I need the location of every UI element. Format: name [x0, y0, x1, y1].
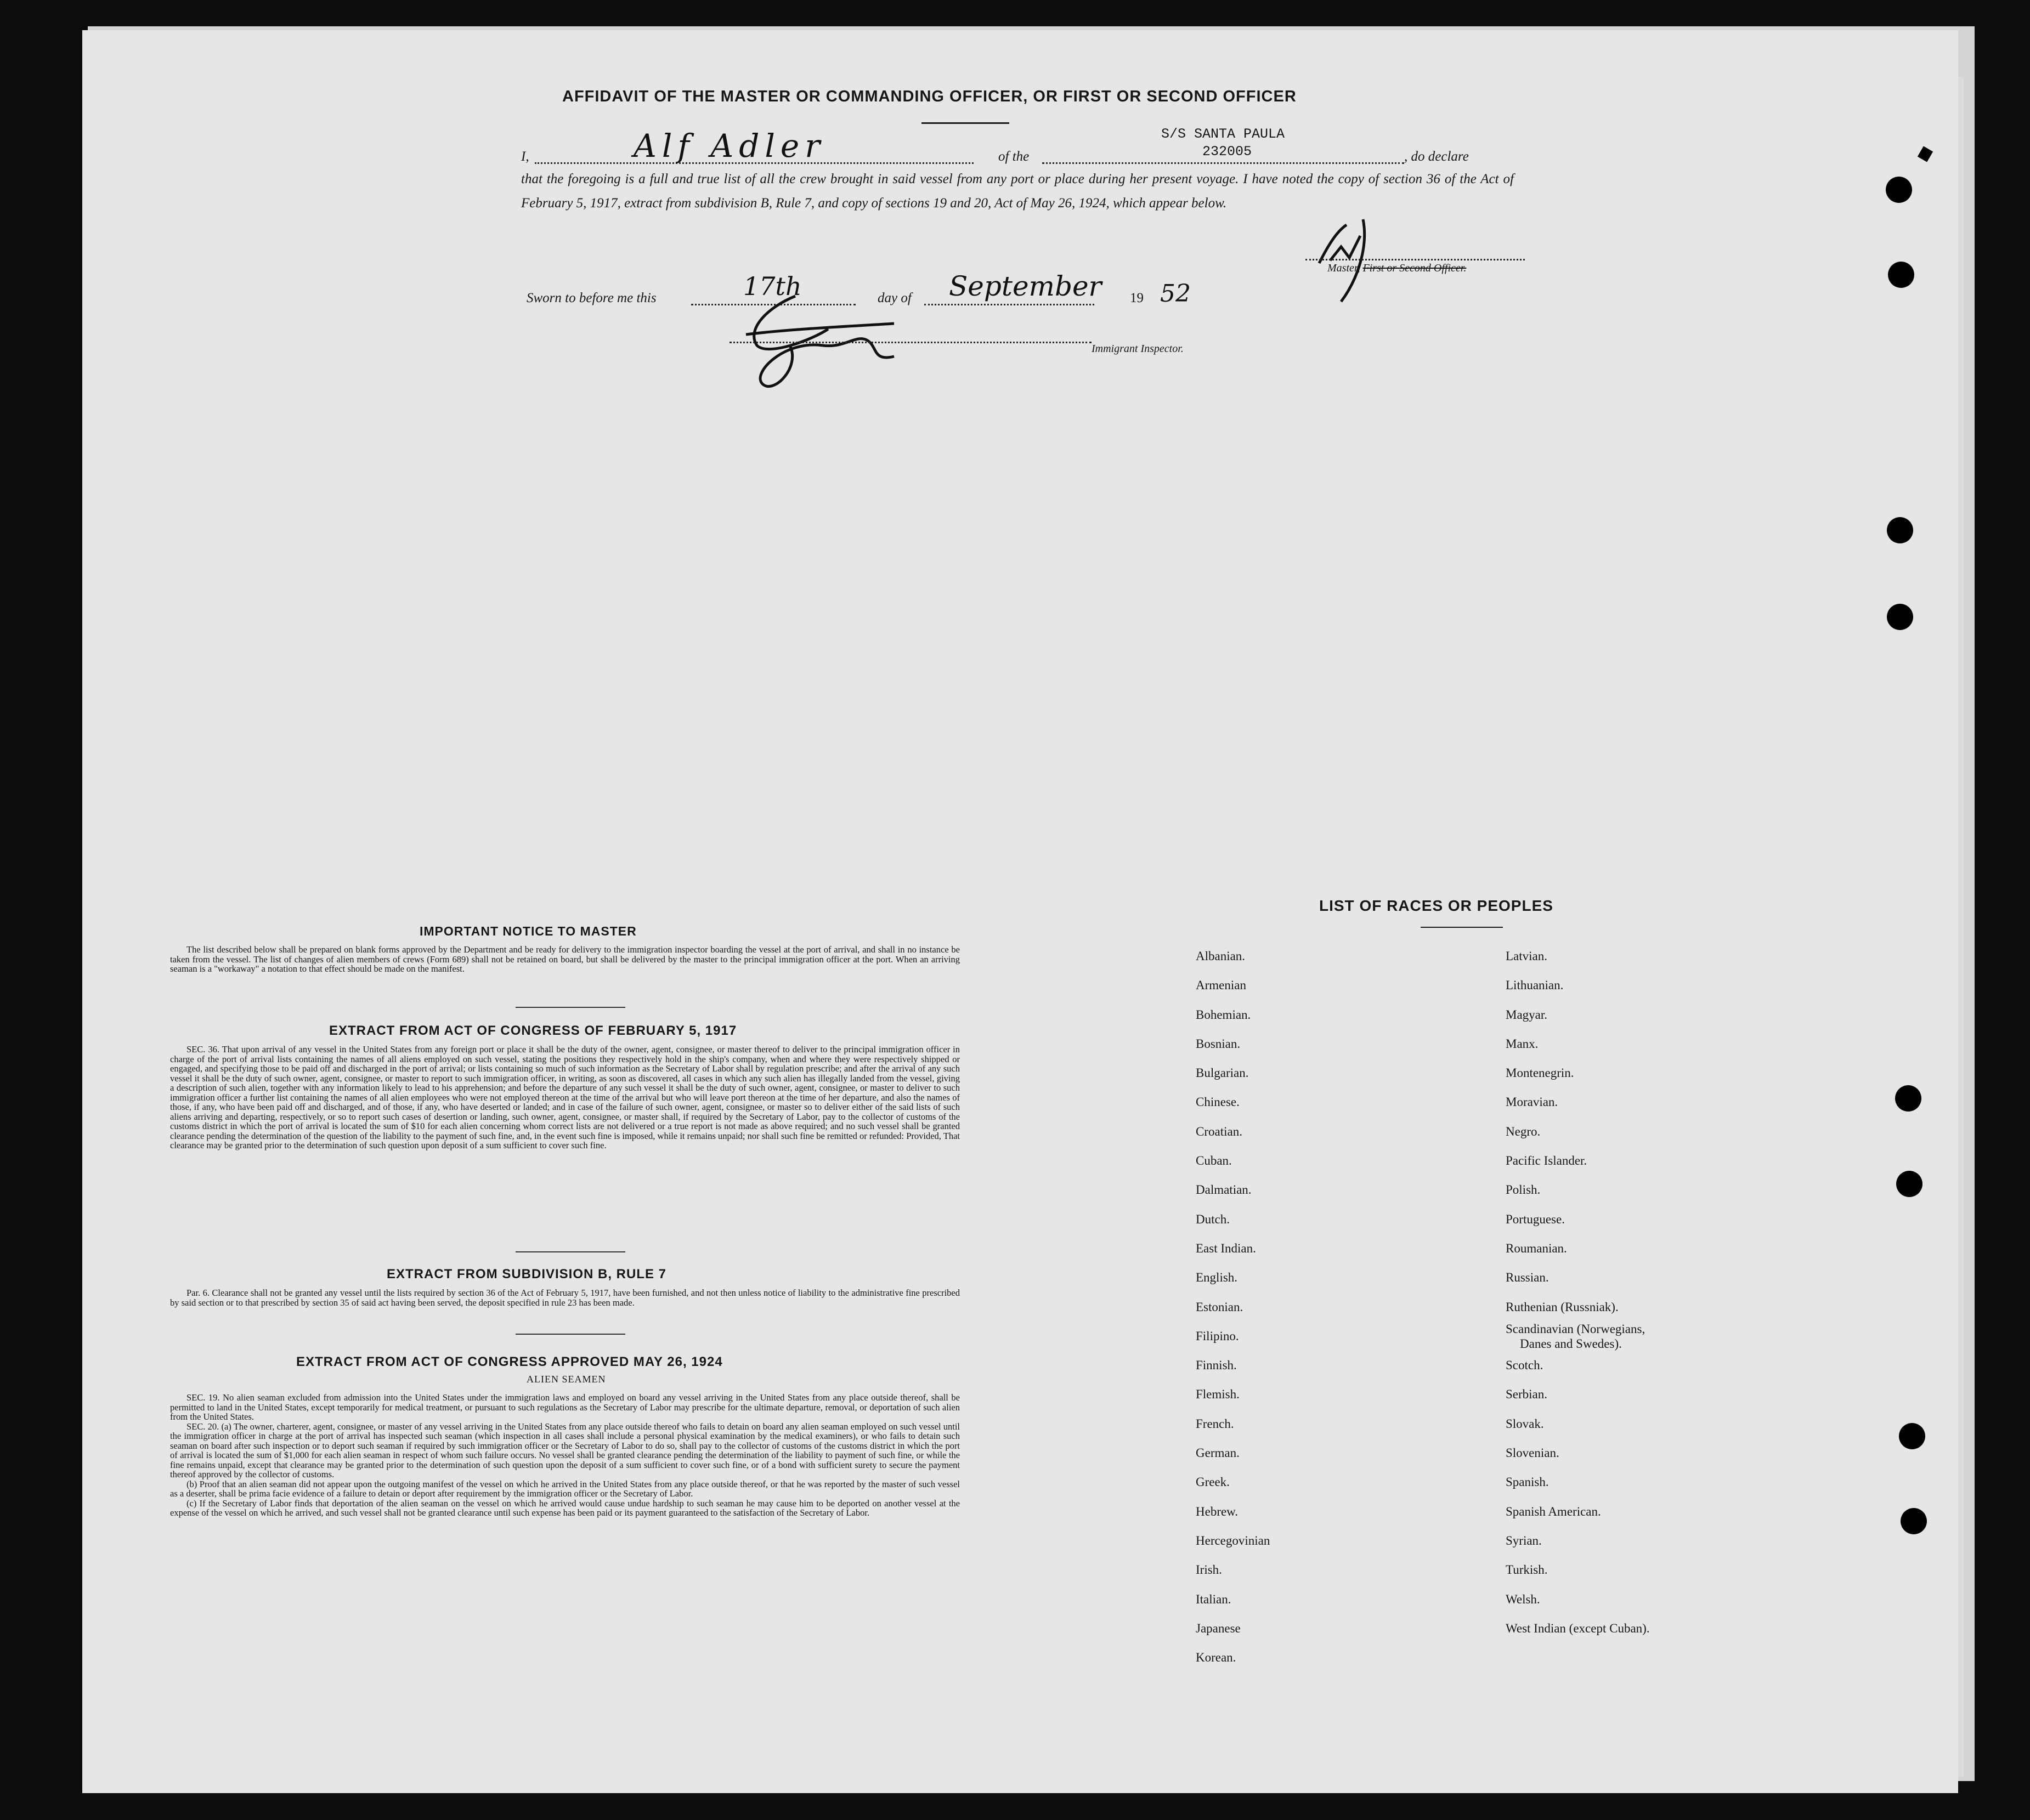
- master-signature-scribble: [1308, 214, 1390, 307]
- section-divider: [516, 1251, 625, 1252]
- sworn-month-dots: [924, 304, 1094, 305]
- race-item: Dutch.: [1196, 1212, 1230, 1226]
- race-item: Portuguese.: [1506, 1212, 1565, 1226]
- race-item: Finnish.: [1196, 1358, 1237, 1373]
- race-item: Syrian.: [1506, 1533, 1542, 1547]
- section-divider: [516, 1007, 625, 1008]
- race-item-continuation: Danes and Swedes).: [1520, 1336, 1622, 1351]
- race-item: Hebrew.: [1196, 1504, 1239, 1518]
- race-item: Estonian.: [1196, 1300, 1243, 1314]
- race-item: Spanish.: [1506, 1475, 1549, 1489]
- race-item: West Indian (except Cuban).: [1506, 1621, 1650, 1635]
- race-item-line: Scandinavian (Norwegians,: [1506, 1322, 1646, 1336]
- binder-hole: [1895, 1085, 1921, 1112]
- notice-text: [170, 945, 960, 974]
- race-item: Filipino.: [1196, 1329, 1239, 1343]
- master-name-handwritten: Alf Adler: [634, 127, 825, 165]
- race-item: Irish.: [1196, 1563, 1222, 1577]
- race-item: [1506, 1322, 1650, 1351]
- race-item: Japanese: [1196, 1621, 1241, 1635]
- race-item: French.: [1196, 1416, 1234, 1431]
- alien-seamen-subtitle: ALIEN SEAMEN: [527, 1374, 606, 1385]
- race-item: Flemish.: [1196, 1387, 1240, 1402]
- races-title: LIST OF RACES OR PEOPLES: [1319, 897, 1553, 914]
- notice-title: IMPORTANT NOTICE TO MASTER: [420, 924, 637, 938]
- binder-hole: [1899, 1423, 1925, 1449]
- inspector-signature-dots: [730, 342, 1092, 343]
- race-item: Ruthenian (Russniak).: [1506, 1300, 1619, 1314]
- race-item: Serbian.: [1506, 1387, 1548, 1402]
- races-left-column: [1196, 942, 1270, 1672]
- race-item: Albanian.: [1196, 949, 1246, 963]
- race-item: German.: [1196, 1446, 1240, 1460]
- sec-19-paragraph: SEC. 19. No alien seaman excluded from admission into the United States under the immigration laws and employed on board any vessel arriving in the United States from any place outside thereof, shall be permitted to land in the United States, except temporarily for medical treatment, or pursuant to such regulations as the Secretary of Labor may prescribe for the ultimate departure, removal, or deportation of such alien from the United States.: [170, 1392, 960, 1422]
- races-title-rule: [1421, 927, 1503, 928]
- title-rule: [921, 122, 1009, 124]
- do-declare-label: , do declare: [1404, 149, 1469, 164]
- sworn-day-handwritten: 17th: [743, 271, 802, 301]
- sworn-month-handwritten: September: [949, 270, 1102, 302]
- extract-rule7-title: EXTRACT FROM SUBDIVISION B, RULE 7: [387, 1267, 667, 1282]
- race-item: Chinese.: [1196, 1095, 1240, 1109]
- race-item: Korean.: [1196, 1651, 1236, 1665]
- races-right-column: [1506, 942, 1650, 1643]
- race-item: Slovenian.: [1506, 1446, 1559, 1460]
- race-item: Negro.: [1506, 1124, 1541, 1138]
- race-item: Italian.: [1196, 1592, 1231, 1606]
- race-item: Roumanian.: [1506, 1241, 1567, 1255]
- i-label: I,: [521, 149, 529, 164]
- race-item: Armenian: [1196, 978, 1246, 993]
- extract-1924-text: [170, 1393, 960, 1518]
- race-item: Russian.: [1506, 1271, 1549, 1285]
- race-item: Croatian.: [1196, 1124, 1242, 1138]
- race-item: Turkish.: [1506, 1563, 1548, 1577]
- binder-hole: [1888, 262, 1914, 288]
- struck-officer-label: First or Second Officer.: [1362, 262, 1467, 274]
- race-item: Dalmatian.: [1196, 1183, 1252, 1197]
- inspector-signature: [713, 274, 943, 389]
- binder-hole: [1887, 604, 1913, 630]
- race-item: Welsh.: [1506, 1592, 1540, 1606]
- race-item: Hercegovinian: [1196, 1533, 1270, 1547]
- extract-rule7-text: [170, 1288, 960, 1307]
- race-item: Slovak.: [1506, 1416, 1544, 1431]
- extract-1917-title: EXTRACT FROM ACT OF CONGRESS OF FEBRUARY 5, 1917: [329, 1023, 737, 1038]
- notice-paragraph: The list described below shall be prepared on blank forms approved by the Department and be ready for delivery to the immigration inspector boarding the vessel at the port of arrival, and shall in no instance be taken from the vessel. The list of changes of alien members of crews (Form 689) shall not be retained on board, but shall be delivered by the master to the principal immigration officer at the port. When an arriving seaman is a "workaway" a notation to that effect should be made on the manifest.: [170, 944, 960, 974]
- race-item: Bulgarian.: [1196, 1066, 1249, 1080]
- binder-hole: [1887, 517, 1913, 543]
- declaration-text: that the foregoing is a full and true list of all the crew brought in said vessel from any port or place during her present voyage. I have noted the copy of section 36 of the Act of February 5, 1917, extract from subdivision B, Rule 7, and copy of sections 19 and 20, Act of May 26, 1924, which appear below.: [521, 172, 1514, 211]
- race-item: Scotch.: [1506, 1358, 1543, 1373]
- master-caption: [1327, 262, 1466, 275]
- section-36-paragraph: SEC. 36. That upon arrival of any vessel in the United States from any foreign port or place it shall be the duty of the owner, agent, consignee, or master thereof to deliver to the principal immigration officer in charge of the port of arrival lists containing the names of all aliens employed on such vessel, stating the positions they respectively hold in the ship's company, when and where they were respectively shipped or engaged, and specifying those to be paid off and discharged in the port of arrival; or lists containing so much of such information as the Secretary of Labor shall by regulation prescribe; and after the arrival of any such vessel it shall be the duty of such owner, agent, consignee, or master to report to such immigration officer, in writing, as soon as discovered, all cases in which any such alien has illegally landed from the vessel, giving a description of such alien, together with any information likely to lead to his apprehension; and before the departure of any such vessel it shall be the duty of such owner, agent, consignee, or master to deliver to such immigration officer a further list containing the names of all alien employees who were not employed thereon at the time of the arrival but who will leave port thereon at the time of her departure, and also the names of those, if any, who have been paid off and discharged, and of those, if any, who have deserted or landed; and in case of the failure of such owner, agent, consignee, or master so to deliver either of the said lists of such aliens arriving and departing, respectively, or so to report such cases of desertion or landing, such owner, agent, consignee, or master shall, if required by the Secretary of Labor, pay to the collector of customs of the customs district in which the port of arrival is located the sum of $10 for each alien concerning whom correct lists are not delivered or a true report is not made as above required; and no such vessel shall be granted clearance pending the determination of the question of the liability to the payment of such fine, and, in the event such fine is imposed, while it remains unpaid; nor shall such fine be remitted or refunded: Provided, That clearance may be granted prior to the determination of such question upon deposit of a sum sufficient to cover such fine.: [170, 1044, 960, 1150]
- sworn-label: Sworn to before me this: [527, 291, 657, 305]
- race-item: Montenegrin.: [1506, 1066, 1574, 1080]
- binder-hole: [1901, 1508, 1927, 1534]
- ship-number: 232005: [1202, 144, 1252, 160]
- race-item: Manx.: [1506, 1036, 1539, 1051]
- binder-hole: [1886, 177, 1912, 203]
- race-item: Cuban.: [1196, 1154, 1232, 1168]
- race-item: Moravian.: [1506, 1095, 1558, 1109]
- race-item: Spanish American.: [1506, 1504, 1601, 1518]
- section-divider: [516, 1334, 625, 1335]
- sec-20b-paragraph: (b) Proof that an alien seaman did not appear upon the outgoing manifest of the vessel on which he arrived in the United States from any place outside thereof, or that he was reported by the master of such vessel as a deserter, shall be prima facie evidence of a failure to detain or deport after requirement by the immigration officer or the Secretary of Labor.: [170, 1478, 960, 1499]
- sworn-line: [527, 291, 1144, 306]
- of-the-label: of the: [998, 149, 1030, 164]
- race-item: Greek.: [1196, 1475, 1230, 1489]
- extract-1917-text: [170, 1045, 960, 1150]
- race-item: Bohemian.: [1196, 1007, 1251, 1022]
- year-suffix-handwritten: 52: [1160, 280, 1191, 308]
- race-item: Magyar.: [1506, 1007, 1548, 1022]
- affidavit-title: AFFIDAVIT OF THE MASTER OR COMMANDING OFFICER, OR FIRST OR SECOND OFFICER: [562, 88, 1297, 105]
- ship-dots: [1042, 162, 1404, 164]
- master-caption-prefix: Master,: [1327, 262, 1360, 274]
- race-item: East Indian.: [1196, 1241, 1256, 1255]
- race-item: Latvian.: [1506, 949, 1547, 963]
- extract-1924-title: EXTRACT FROM ACT OF CONGRESS APPROVED MAY 26, 1924: [296, 1354, 723, 1369]
- race-item: Bosnian.: [1196, 1036, 1241, 1051]
- race-item: English.: [1196, 1271, 1238, 1285]
- par-6-paragraph: Par. 6. Clearance shall not be granted any vessel until the lists required by section 36 of the Act of February 5, 1917, have been furnished, and not then unless notice of liability to the administrative fine prescribed by said section or to that prescribed by section 35 of said act having been served, the deposit specified in rule 23 has been made.: [170, 1288, 960, 1308]
- ship-name: S/S SANTA PAULA: [1161, 126, 1285, 142]
- year-prefix: 19: [1130, 291, 1144, 305]
- sec-20a-paragraph: SEC. 20. (a) The owner, charterer, agent, consignee, or master of any vessel arriving in the United States from any place outside thereof who fails to detain on board any alien seaman employed on such vessel until the immigration officer in charge at the port of arrival has inspected such seaman (which inspection in all cases shall include a personal physical examination by the medical examiners), or who fails to detain such seaman on board after such inspection or to deport such seaman if required by such immigration officer or the Secretary of Labor to do so, shall pay to the collector of customs of the customs district in which the port of arrival is located the sum of $1,000 for each alien seaman in respect of whom such failure occurs. No vessel shall be granted clearance pending the determination of the liability to payment of such fine, or while the fine remains unpaid, except that clearance may be granted prior to the determination of such question upon the deposit of a sum sufficient to cover such fine, or of a bond with sufficient surety to secure the payment thereof approved by the collector of customs.: [170, 1421, 960, 1479]
- inspector-caption: Immigrant Inspector.: [1092, 343, 1184, 355]
- binder-hole: [1896, 1171, 1922, 1197]
- master-signature-line: [1305, 259, 1525, 260]
- race-item: Pacific Islander.: [1506, 1154, 1587, 1168]
- race-item: Polish.: [1506, 1183, 1541, 1197]
- day-of-label: day of: [878, 291, 912, 305]
- race-item: Lithuanian.: [1506, 978, 1564, 993]
- sec-20c-paragraph: (c) If the Secretary of Labor finds that deportation of the alien seaman on the vessel on which he arrived would cause undue hardship to such seaman he may cause him to be deported on another vessel at the expense of the vessel on which he arrived, and such vessel shall not be granted clearance until such expense has been paid or its payment guaranteed to the satisfaction of the Secretary of Labor.: [170, 1498, 960, 1518]
